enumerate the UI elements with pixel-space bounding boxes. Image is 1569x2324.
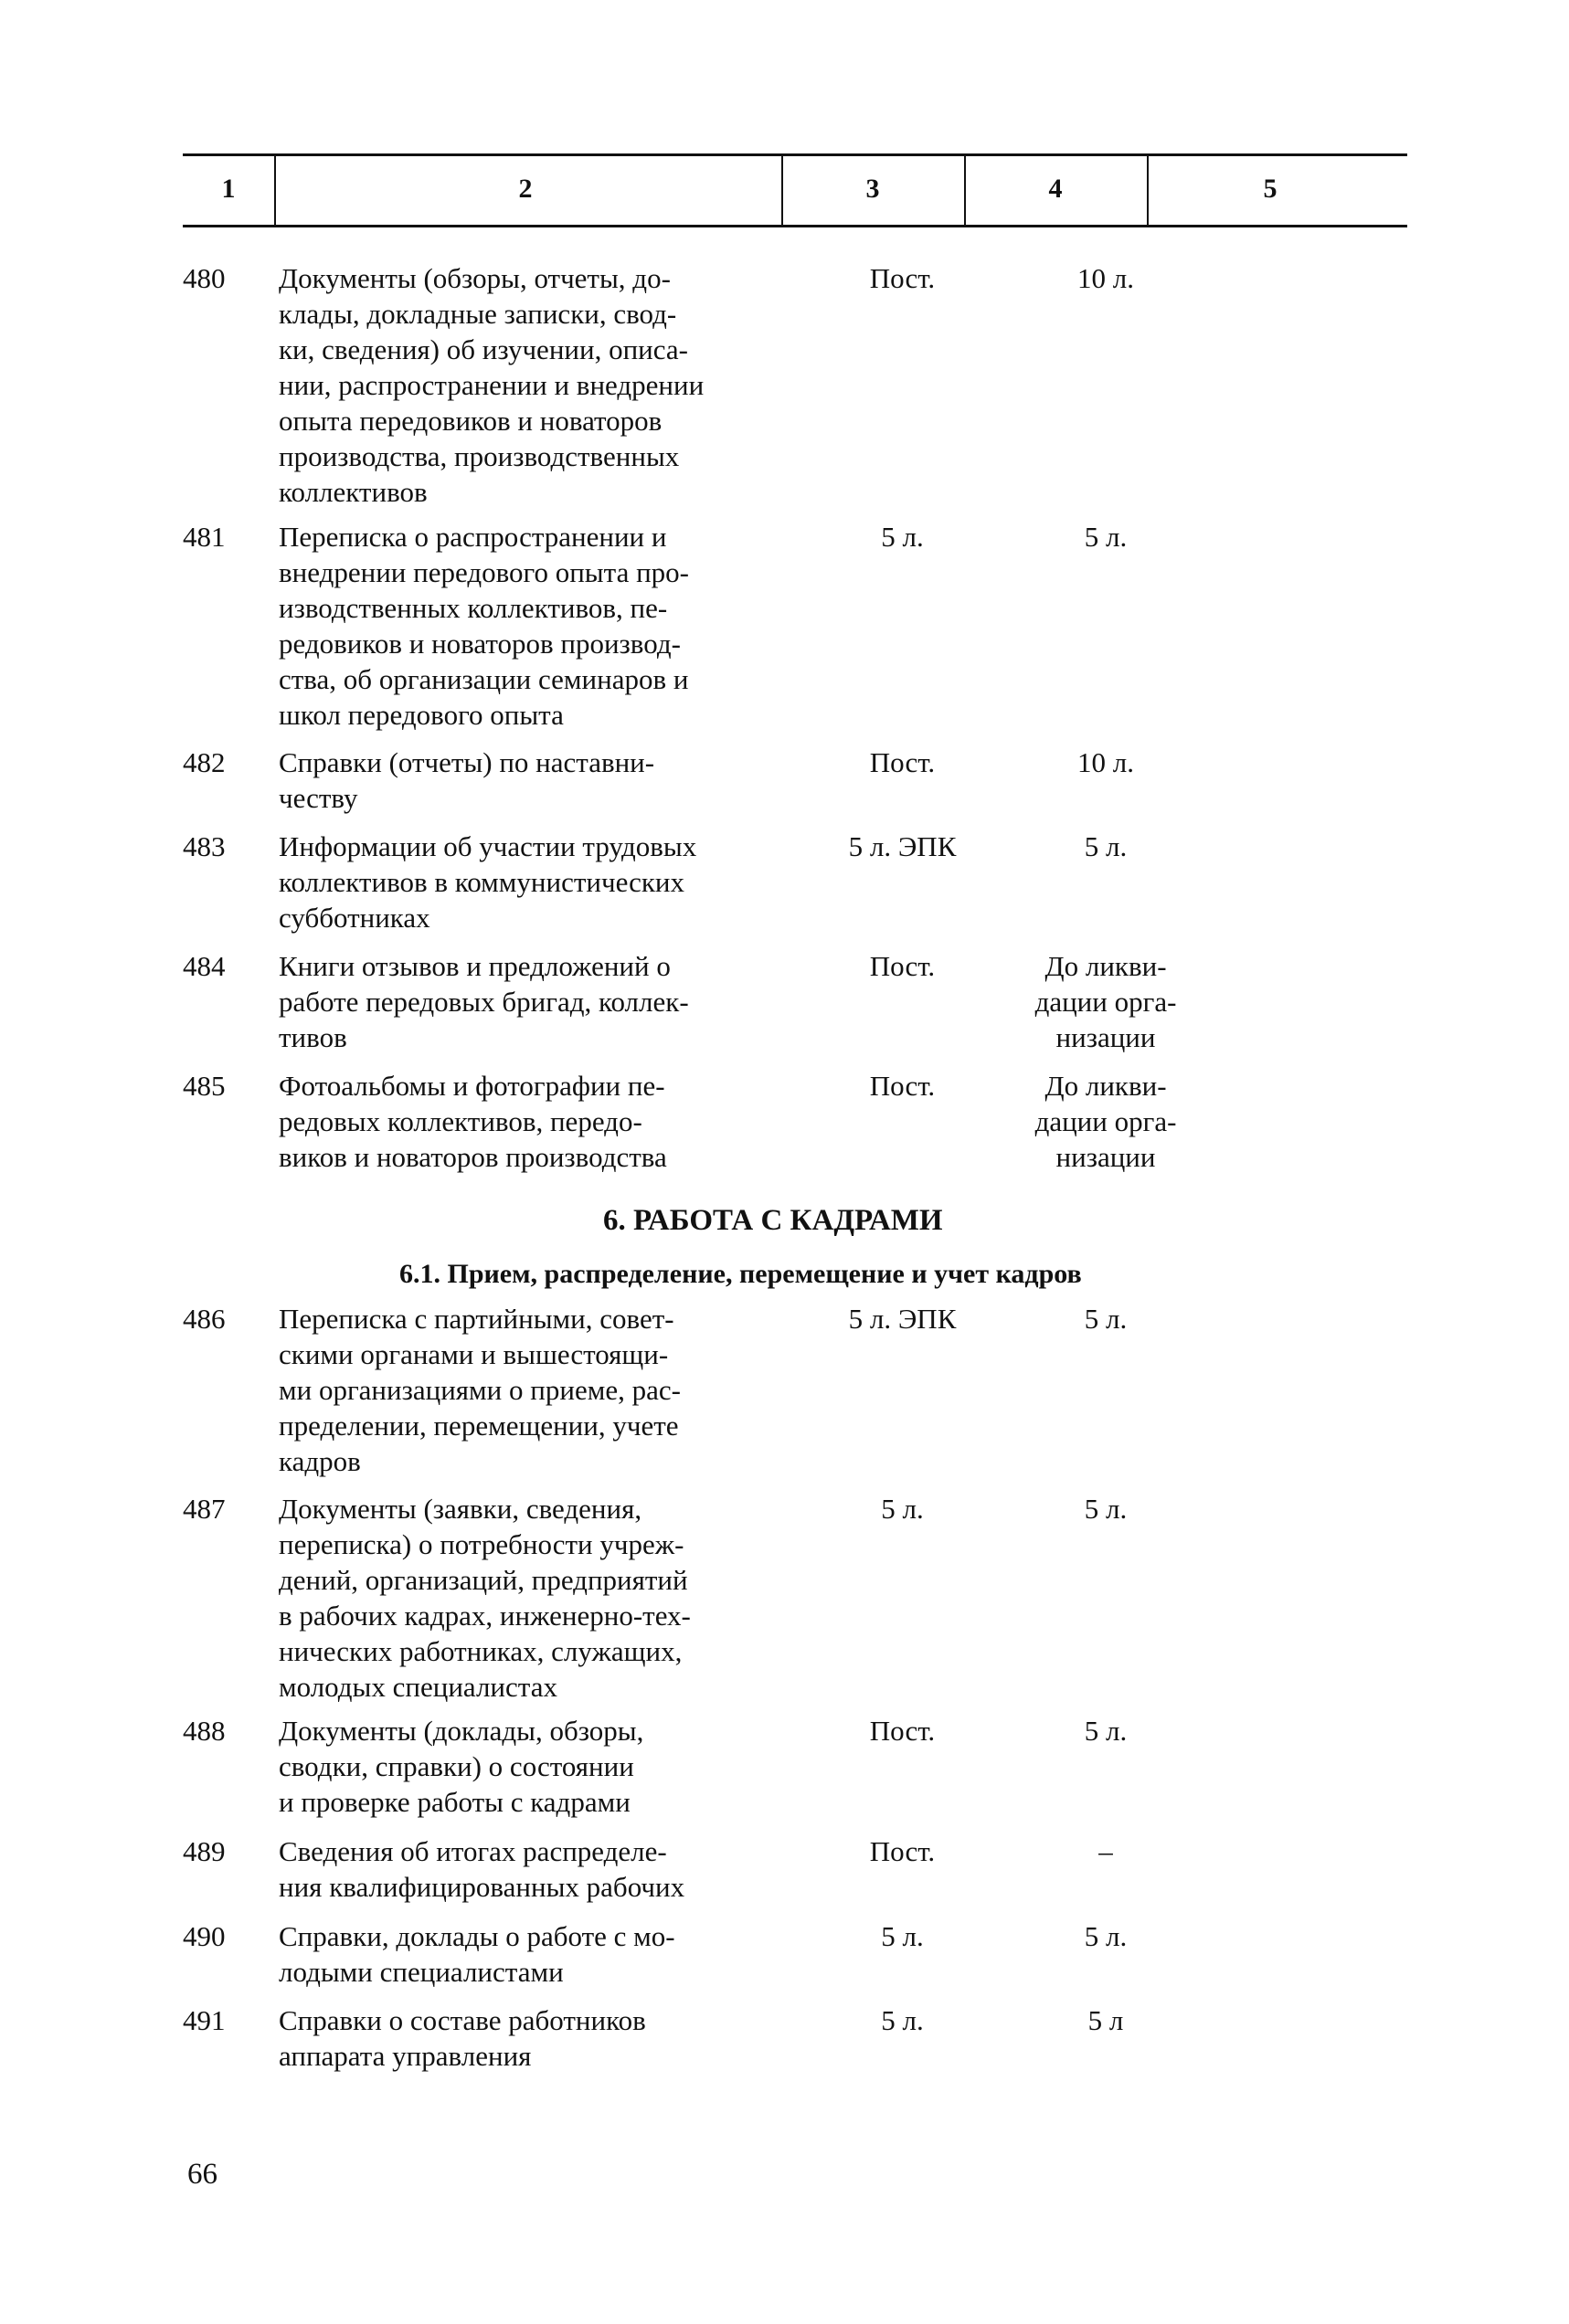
- header-separator: [1147, 153, 1149, 225]
- row-description: Справки (отчеты) по наставни- честву: [279, 746, 655, 814]
- retention-period: 5 л. ЭПК: [848, 1303, 957, 1335]
- row-description: Документы (обзоры, отчеты, до- клады, докладные записки, свод- ки, сведения) об изучении, описа- нии, распространении и внедрении опыта передовиков и новаторов производства, производственных коллективов: [279, 262, 705, 508]
- retention-period: Пост.: [869, 1715, 936, 1747]
- retention-period: Пост.: [869, 262, 936, 294]
- row-description: Сведения об итогах распределе- ния квалифицированных рабочих: [279, 1835, 685, 1903]
- page-number: 66: [187, 2158, 217, 2191]
- section-title: 6. РАБОТА С КАДРАМИ: [603, 1204, 943, 1237]
- retention-period-alt: 10 л.: [1077, 746, 1134, 778]
- retention-period: 5 л.: [881, 2004, 924, 2036]
- row-description: Справки о составе работников аппарата управления: [279, 2004, 646, 2072]
- retention-period: 5 л.: [881, 521, 924, 553]
- column-number-1: 1: [221, 174, 236, 204]
- retention-period: Пост.: [869, 950, 936, 982]
- retention-period-alt: 5 л.: [1084, 1493, 1128, 1525]
- retention-period: Пост.: [869, 1070, 936, 1102]
- retention-period: 5 л. ЭПК: [848, 830, 957, 862]
- retention-period: 5 л.: [881, 1493, 924, 1525]
- retention-period-alt: 5 л.: [1084, 1715, 1128, 1747]
- row-number: 484: [183, 950, 226, 982]
- row-description: Документы (заявки, сведения, переписка) о потребности учреж- дений, организаций, предприятий в рабочих кадрах, инженерно-тех- нических работниках, служащих, молодых специалистах: [279, 1493, 691, 1703]
- header-top-rule: [183, 153, 1407, 156]
- subsection-title: 6.1. Прием, распределение, перемещение и учет кадров: [399, 1259, 1082, 1289]
- retention-period: Пост.: [869, 1835, 936, 1867]
- retention-period-alt: 10 л.: [1077, 262, 1134, 294]
- row-number: 485: [183, 1070, 226, 1102]
- retention-period-alt: –: [1098, 1835, 1113, 1867]
- row-number: 483: [183, 830, 226, 862]
- retention-period-alt: 5 л.: [1084, 1303, 1128, 1335]
- retention-period-alt: 5 л.: [1084, 521, 1128, 553]
- column-number-2: 2: [518, 174, 533, 204]
- retention-period-alt: 5 л.: [1084, 1920, 1128, 1952]
- header-bottom-rule: [183, 225, 1407, 227]
- retention-period-alt: 5 л: [1087, 2004, 1124, 2036]
- column-number-3: 3: [865, 174, 880, 204]
- row-number: 491: [183, 2004, 226, 2036]
- row-number: 489: [183, 1835, 226, 1867]
- retention-period-alt: 5 л.: [1084, 830, 1128, 862]
- row-description: Документы (доклады, обзоры, сводки, справки) о состоянии и проверке работы с кадрами: [279, 1715, 644, 1818]
- retention-period-alt: До ликви- дации орга- низации: [1034, 1070, 1177, 1173]
- row-number: 482: [183, 746, 226, 778]
- row-number: 488: [183, 1715, 226, 1747]
- row-description: Информации об участии трудовых коллективов в коммунистических субботниках: [279, 830, 697, 934]
- row-number: 490: [183, 1920, 226, 1952]
- row-number: 480: [183, 262, 226, 294]
- row-description: Справки, доклады о работе с мо- лодыми специалистами: [279, 1920, 675, 1988]
- row-description: Переписка о распространении и внедрении передового опыта про- изводственных коллективов, пе- редовиков и новаторов производ- ства, об организации семинаров и школ передового опыта: [279, 521, 689, 731]
- retention-period-alt: До ликви- дации орга- низации: [1034, 950, 1177, 1053]
- row-description: Переписка с партийными, совет- скими органами и вышестоящи- ми организациями о приеме, рас- пределении, перемещении, учете кадров: [279, 1303, 681, 1477]
- column-number-5: 5: [1263, 174, 1277, 204]
- retention-period: 5 л.: [881, 1920, 924, 1952]
- retention-period: Пост.: [869, 746, 936, 778]
- header-separator: [964, 153, 966, 225]
- header-separator: [274, 153, 276, 225]
- header-separator: [781, 153, 783, 225]
- row-number: 481: [183, 521, 226, 553]
- row-number: 487: [183, 1493, 226, 1525]
- column-number-4: 4: [1048, 174, 1063, 204]
- row-description: Фотоальбомы и фотографии пе- редовых коллективов, передо- виков и новаторов производства: [279, 1070, 667, 1173]
- row-description: Книги отзывов и предложений о работе передовых бригад, коллек- тивов: [279, 950, 689, 1053]
- row-number: 486: [183, 1303, 226, 1335]
